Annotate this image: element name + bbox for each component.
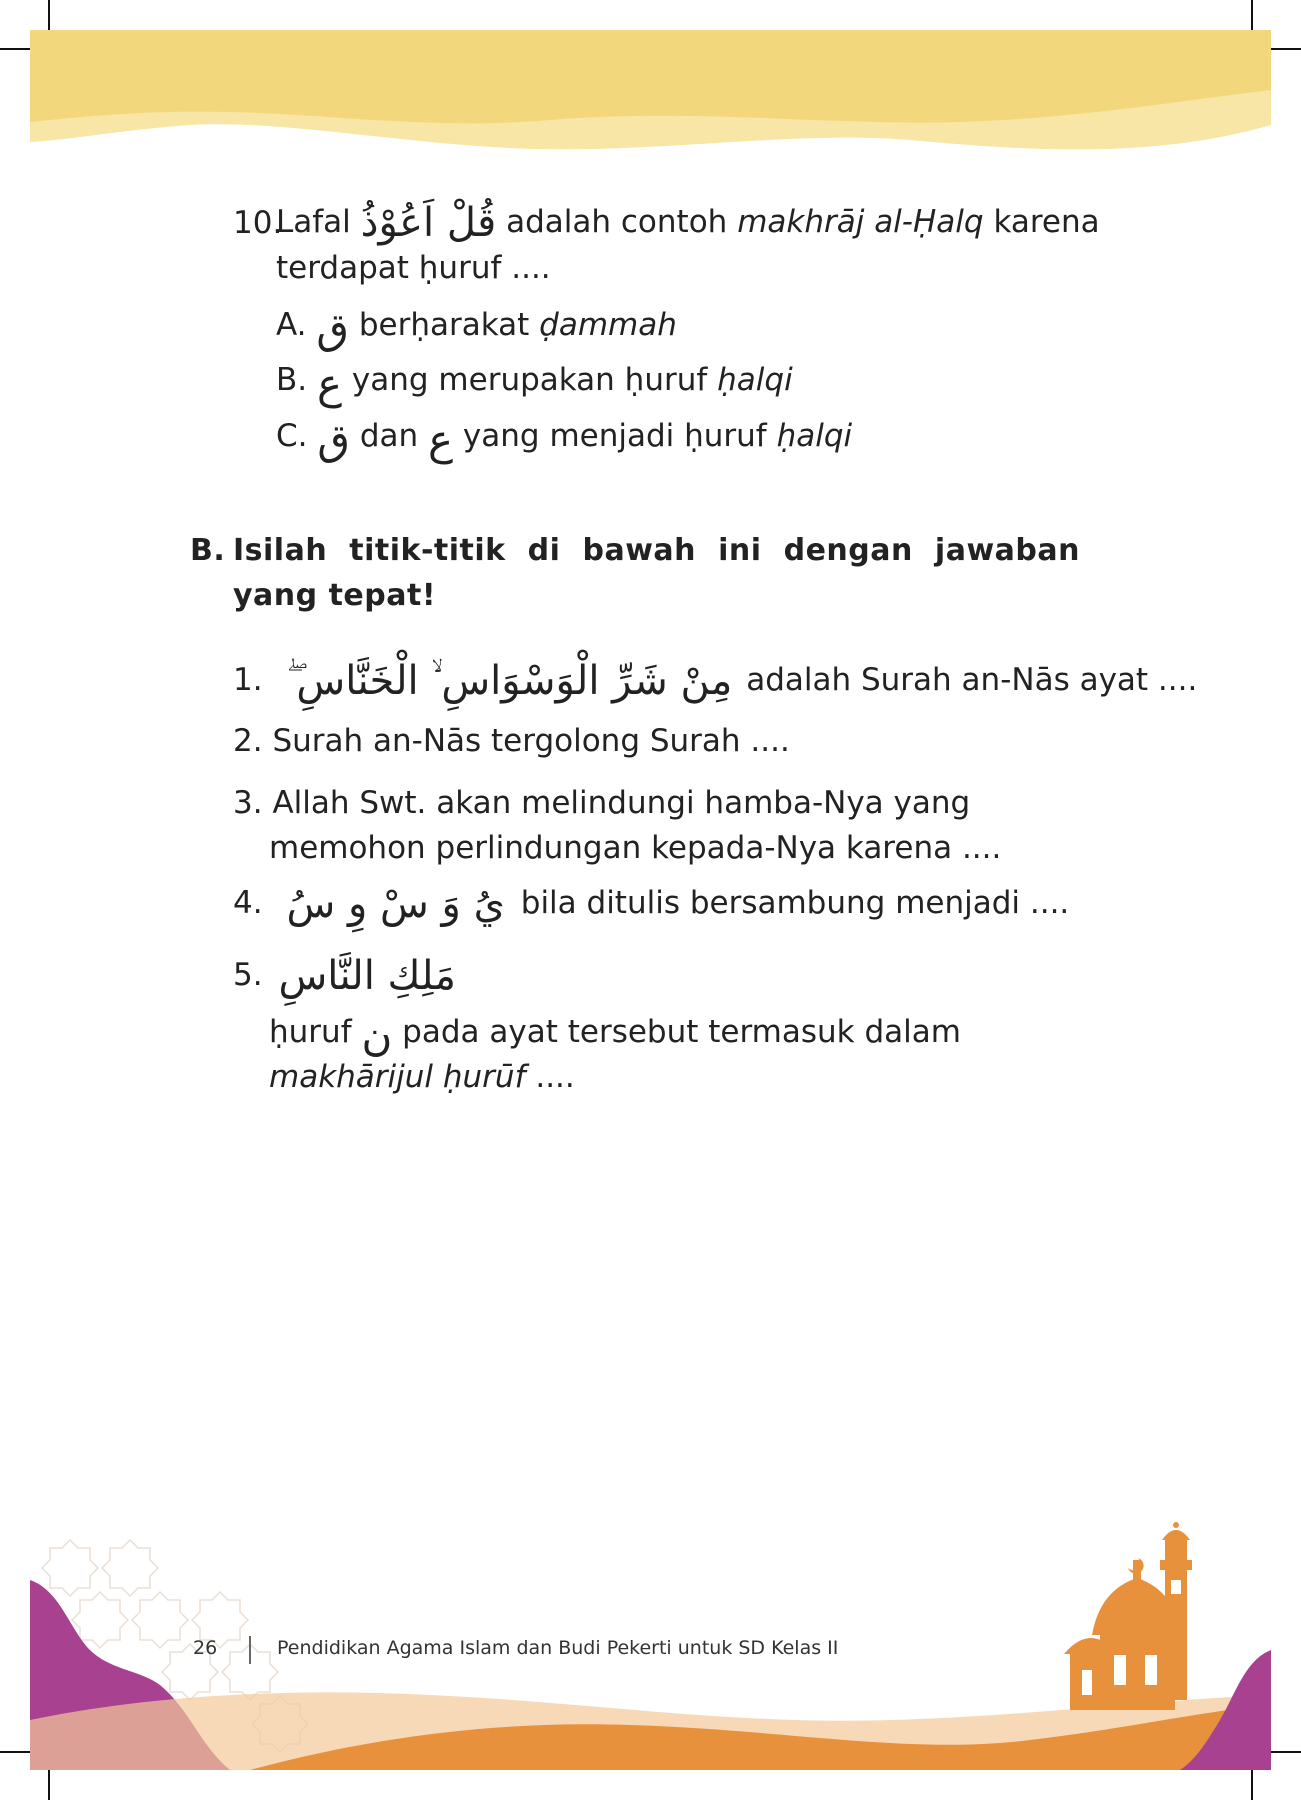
- arabic-verse: مَلِكِ النَّاسِ: [278, 953, 456, 999]
- arabic-letter: ق: [316, 304, 349, 353]
- fill-item-5-line2: [269, 1011, 961, 1060]
- crop-mark: [1271, 1751, 1301, 1753]
- item-text: Allah Swt. akan melindungi hamba-Nya yang: [272, 785, 971, 821]
- crop-mark: [48, 1766, 50, 1800]
- item-pre: ḥuruf: [269, 1014, 352, 1050]
- arabic-verse: مِنْ شَرِّ الْوَسْوَاسِ ۙ الْخَنَّاسِ ۖ: [286, 658, 733, 704]
- crop-mark: [1271, 48, 1301, 50]
- item-number: 4.: [233, 885, 263, 921]
- option-text: yang menjadi ḥuruf: [462, 418, 767, 454]
- option-text: berḥarakat: [358, 307, 530, 343]
- fill-item-4: [233, 881, 1070, 927]
- arabic-letters: يُ وَ سْ وِ سُ: [286, 881, 505, 927]
- question-10-line1: [276, 200, 1100, 246]
- question-tail: karena: [993, 204, 1100, 240]
- arabic-phrase: قُلْ اَعُوْذُ: [360, 200, 497, 246]
- option-conj: dan: [359, 418, 419, 454]
- item-tail: ....: [535, 1059, 575, 1095]
- item-text: Surah an-Nās tergolong Surah ....: [272, 723, 790, 759]
- section-b-heading: [190, 528, 1080, 618]
- arabic-letter: ع: [316, 359, 343, 408]
- header-wave: [30, 30, 1271, 150]
- fill-item-1: [233, 658, 1198, 704]
- option-label: A.: [276, 307, 307, 343]
- crop-mark: [0, 1751, 30, 1753]
- footer-divider: [249, 1636, 251, 1664]
- item-number: 3.: [233, 785, 263, 821]
- item-term: makhārijul ḥurūf: [269, 1059, 526, 1095]
- option-term: ḥalqi: [776, 418, 853, 454]
- term: makhrāj al-Ḥalq: [737, 204, 984, 240]
- option-text: yang merupakan ḥuruf: [351, 362, 708, 398]
- book-title: Pendidikan Agama Islam dan Budi Pekerti untuk SD Kelas II: [277, 1637, 839, 1659]
- question-number: 10.: [233, 205, 283, 241]
- item-number: 1.: [233, 662, 263, 698]
- arabic-letter: ق: [317, 415, 350, 464]
- fill-item-3: [233, 783, 970, 823]
- item-number: 5.: [233, 957, 263, 993]
- crop-mark: [48, 0, 50, 34]
- option-b: [276, 359, 793, 408]
- option-a: [276, 304, 677, 353]
- item-number: 2.: [233, 723, 263, 759]
- option-label: C.: [276, 418, 308, 454]
- fill-item-2: [233, 721, 790, 761]
- page-number: 26: [193, 1637, 218, 1659]
- fill-item-3-cont: memohon perlindungan kepada-Nya karena ....: [269, 830, 1002, 866]
- item-text: adalah Surah an-Nās ayat ....: [746, 662, 1198, 698]
- fill-item-5-line3: [269, 1057, 575, 1097]
- option-c: [276, 415, 853, 464]
- item-text: pada ayat tersebut termasuk dalam: [402, 1014, 961, 1050]
- section-letter: B.: [190, 533, 226, 568]
- question-10-line2: terdapat ḥuruf ....: [276, 250, 551, 286]
- arabic-letter: ن: [361, 1011, 393, 1060]
- option-term: ḍammah: [539, 307, 677, 343]
- arabic-letter: ع: [428, 415, 454, 464]
- mosque-icon: [1064, 1522, 1192, 1710]
- crop-mark: [1251, 0, 1253, 34]
- section-instruction: Isilah titik-titik di bawah ini dengan jawaban yang tepat!: [233, 533, 1080, 613]
- question-mid: adalah contoh: [506, 204, 728, 240]
- option-label: B.: [276, 362, 308, 398]
- fill-item-5: [233, 953, 456, 999]
- option-term: ḥalqi: [717, 362, 793, 398]
- crop-mark: [0, 48, 30, 50]
- crop-mark: [1251, 1766, 1253, 1800]
- question-lead: Lafal: [276, 204, 351, 240]
- item-text: bila ditulis bersambung menjadi ....: [520, 885, 1070, 921]
